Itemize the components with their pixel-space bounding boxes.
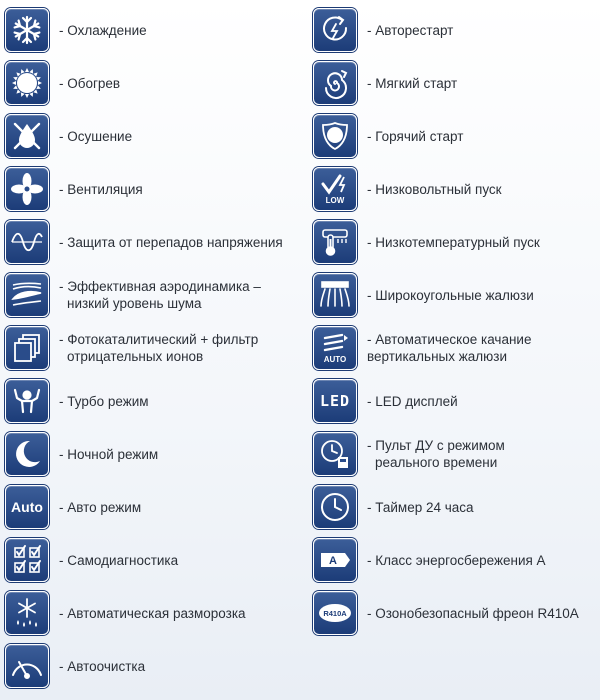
r410a-icon (313, 591, 357, 635)
feature-label: - Таймер 24 часа (367, 499, 474, 515)
spiral-icon (313, 61, 357, 105)
feature-hot-start (313, 112, 463, 160)
feature-auto-clean (5, 642, 145, 690)
feature-energy-class (313, 536, 546, 584)
remote-clock-icon (313, 432, 357, 476)
led-display-icon: LED (313, 379, 357, 423)
feature-filter (5, 324, 258, 372)
feature-label: - Озонобезопасный фреон R410A (367, 605, 579, 621)
drop-icon (5, 114, 49, 158)
feature-label: - Автоматическое качание вертикальных жалюзи (367, 332, 532, 364)
snowflake-icon (5, 8, 49, 52)
airfoil-icon (5, 273, 49, 317)
feature-label: - Низкотемпературный пуск (367, 234, 540, 250)
feature-label: - Ночной режим (59, 446, 159, 462)
feature-label: - Авторестарт (367, 22, 454, 38)
feature-auto-defrost (5, 589, 246, 637)
feature-low-voltage-start (313, 165, 502, 213)
feature-label: - Авто режим (59, 499, 142, 515)
feature-label: - Широкоугольные жалюзи (367, 287, 534, 303)
feature-label: - Защита от перепадов напряжения (59, 234, 283, 250)
energy-class-icon (313, 538, 357, 582)
feature-label: - Класс энергосбережения А (367, 552, 546, 568)
feature-soft-start (313, 59, 457, 107)
wiper-icon (5, 644, 49, 688)
feature-label: - Низковольтный пуск (367, 181, 502, 197)
feature-fan (5, 165, 143, 213)
svg-text:R410A: R410A (323, 609, 347, 618)
feature-led-display (313, 377, 458, 425)
feature-label: - Турбо режим (59, 393, 149, 409)
moon-icon (5, 432, 49, 476)
sun-icon (5, 61, 49, 105)
feature-self-diagnostics (5, 536, 178, 584)
auto-swing-icon (313, 326, 357, 370)
shield-icon (313, 114, 357, 158)
feature-label: - Охлаждение (59, 22, 147, 38)
feature-remote-realtime (313, 430, 505, 478)
feature-label: - Осушение (59, 128, 133, 144)
svg-text:LOW: LOW (325, 196, 345, 205)
feature-label: - Пульт ДУ с режимом реального времени (367, 438, 505, 470)
feature-label: - Автоматическая разморозка (59, 605, 246, 621)
feature-label: - Обогрев (59, 75, 121, 91)
feature-low-temp-start (313, 218, 540, 266)
feature-wide-louvers (313, 271, 534, 319)
strongman-icon (5, 379, 49, 423)
feature-cooling (5, 6, 147, 54)
feature-aerodynamics (5, 271, 261, 319)
feature-night-mode (5, 430, 158, 478)
restart-icon (313, 8, 357, 52)
feature-voltage-protection (5, 218, 283, 266)
feature-label: - Эффективная аэродинамика – низкий уровень шума (59, 279, 261, 311)
feature-timer (313, 483, 474, 531)
defrost-icon (5, 591, 49, 635)
auto-text-icon: Auto (5, 485, 49, 529)
clock-icon (313, 485, 357, 529)
feature-label: - Мягкий старт (367, 75, 458, 91)
svg-text:A: A (329, 555, 337, 567)
feature-dehumidify (5, 112, 132, 160)
feature-r410a (313, 589, 579, 637)
feature-label: - Фотокаталитический + фильтр отрицательных ионов (59, 332, 259, 364)
feature-auto-swing (313, 324, 531, 372)
svg-text:AUTO: AUTO (323, 355, 347, 364)
fan-icon (5, 167, 49, 211)
feature-label: - Автоочистка (59, 658, 146, 674)
feature-auto-restart (313, 6, 453, 54)
feature-label: - LED дисплей (367, 393, 458, 409)
louver-icon (313, 273, 357, 317)
checklist-icon (5, 538, 49, 582)
feature-label: - Вентиляция (59, 181, 143, 197)
feature-heating (5, 59, 120, 107)
feature-auto-mode (5, 483, 141, 531)
filter-layers-icon (5, 326, 49, 370)
sine-wave-icon (5, 220, 49, 264)
low-voltage-icon (313, 167, 357, 211)
feature-turbo (5, 377, 149, 425)
thermometer-icon (313, 220, 357, 264)
feature-label: - Горячий старт (367, 128, 464, 144)
feature-label: - Самодиагностика (59, 552, 179, 568)
